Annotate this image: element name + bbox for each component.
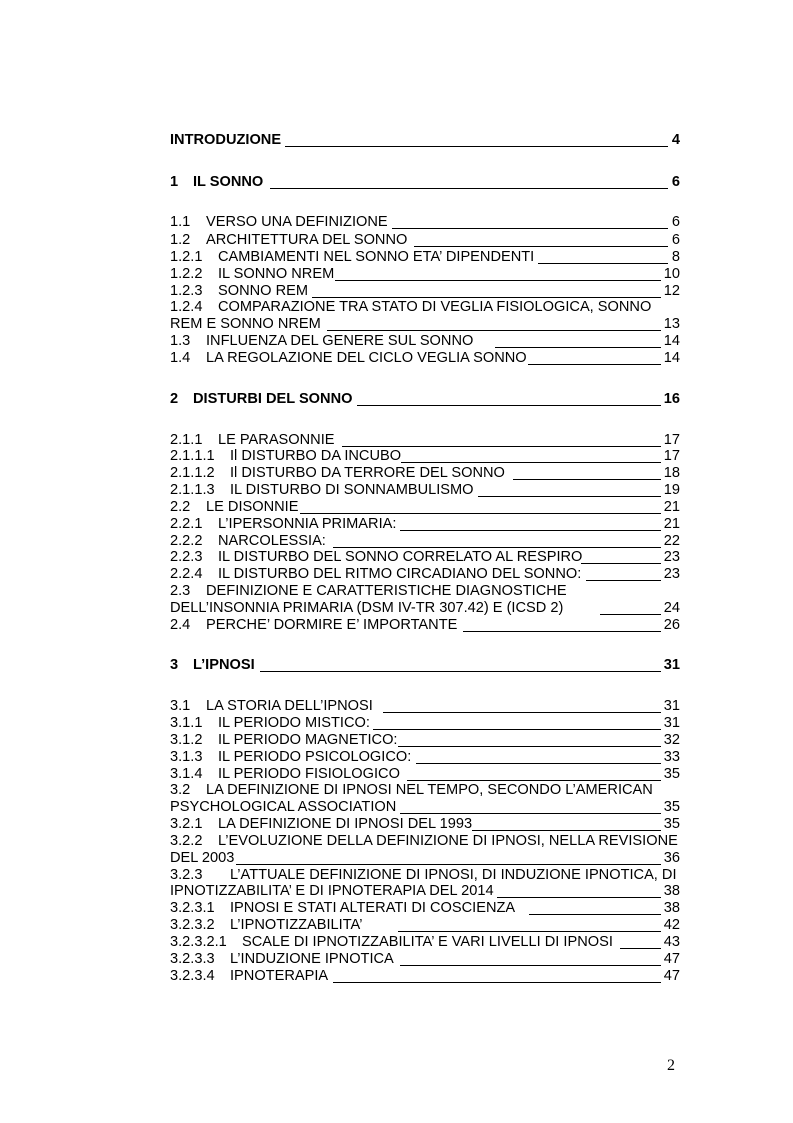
toc-entry bbox=[170, 432, 680, 449]
toc-page-number: 33 bbox=[663, 749, 680, 765]
toc-entry-number: 3.1.4 bbox=[170, 766, 203, 782]
toc-entry-title: IL SONNO NREM bbox=[218, 266, 335, 282]
toc-entry-number: 1.2.2 bbox=[170, 266, 203, 282]
toc-entry-number: 3.1 bbox=[170, 698, 191, 714]
toc-entry-title: L’IPNOTIZZABILITA’ bbox=[230, 917, 363, 933]
toc-leader-line bbox=[581, 549, 661, 564]
toc-entry-title: L’EVOLUZIONE DELLA DEFINIZIONE DI IPNOSI, NELLA REVISIONE bbox=[218, 833, 678, 849]
toc-leader-line bbox=[586, 566, 661, 581]
toc-leader-line bbox=[620, 934, 661, 949]
toc-entry-number: 3.2.2 bbox=[170, 833, 203, 849]
toc-entry bbox=[170, 283, 680, 300]
toc-leader-line bbox=[398, 732, 661, 747]
toc-entry bbox=[170, 850, 680, 867]
toc-entry-title: LA DEFINIZIONE DI IPNOSI NEL TEMPO, SECONDO L’AMERICAN bbox=[206, 782, 653, 798]
toc-entry-title: DEFINIZIONE E CARATTERISTICHE DIAGNOSTICHE bbox=[206, 583, 567, 599]
toc-entry-number: 3.2.3.4 bbox=[170, 968, 215, 984]
toc-entry bbox=[170, 900, 680, 917]
toc-entry bbox=[170, 617, 680, 634]
toc-entry-title: IPNOTERAPIA bbox=[230, 968, 329, 984]
toc-entry-number: 1.2.3 bbox=[170, 283, 203, 299]
page-number: 2 bbox=[667, 1057, 675, 1074]
toc-page-number: 21 bbox=[663, 516, 680, 532]
toc-entry-title: IPNOTIZZABILITA’ E DI IPNOTERAPIA DEL 2014 bbox=[170, 883, 494, 899]
toc-entry bbox=[170, 867, 680, 884]
toc-entry bbox=[170, 316, 680, 333]
toc-leader-line bbox=[529, 900, 661, 915]
toc-entry bbox=[170, 499, 680, 516]
toc-entry-title: DELL’INSONNIA PRIMARIA (DSM IV-TR 307.42) E (ICSD 2) bbox=[170, 600, 564, 616]
toc-leader-line bbox=[463, 617, 661, 632]
toc-entry-title: LE PARASONNIE bbox=[218, 432, 335, 448]
toc-entry bbox=[170, 799, 680, 816]
toc-entry bbox=[170, 715, 680, 732]
toc-entry-title: L’IPERSONNIA PRIMARIA: bbox=[218, 516, 397, 532]
toc-entry-title: IL DISTURBO DEL RITMO CIRCADIANO DEL SONNO: bbox=[218, 566, 582, 582]
toc-entry-number: 3.2.3 bbox=[170, 867, 203, 883]
toc-leader-line bbox=[270, 174, 668, 189]
toc-page-number: 12 bbox=[663, 283, 680, 299]
toc-entry-number: 2.2.3 bbox=[170, 549, 203, 565]
toc-leader-line bbox=[400, 799, 661, 814]
toc-entry bbox=[170, 600, 680, 617]
toc-entry bbox=[170, 732, 680, 749]
toc-page-number: 16 bbox=[663, 391, 680, 407]
toc-chapter-entry bbox=[170, 132, 680, 149]
toc-page-number: 14 bbox=[663, 350, 680, 366]
toc-entry-title: L’INDUZIONE IPNOTICA bbox=[230, 951, 394, 967]
toc-leader-line bbox=[312, 283, 661, 298]
toc-entry-title: PERCHE’ DORMIRE E’ IMPORTANTE bbox=[206, 617, 458, 633]
toc-page-number: 47 bbox=[663, 968, 680, 984]
toc-entry-number: 3.1.1 bbox=[170, 715, 203, 731]
toc-entry-title: Il DISTURBO DA INCUBO bbox=[230, 448, 402, 464]
toc-entry bbox=[170, 749, 680, 766]
toc-page-number: 23 bbox=[663, 549, 680, 565]
toc-entry bbox=[170, 883, 680, 900]
toc-entry bbox=[170, 816, 680, 833]
toc-entry-number: 1 bbox=[170, 174, 179, 190]
toc-entry-number: 1.3 bbox=[170, 333, 191, 349]
toc-page-number: 31 bbox=[663, 657, 680, 673]
toc-page-number: 26 bbox=[663, 617, 680, 633]
toc-entry-title: LE DISONNIE bbox=[206, 499, 299, 515]
toc-entry-number: 1.4 bbox=[170, 350, 191, 366]
toc-entry-number: 2.2.2 bbox=[170, 533, 203, 549]
toc-entry-title: IPNOSI E STATI ALTERATI DI COSCIENZA bbox=[230, 900, 516, 916]
toc-entry-title: DEL 2003 bbox=[170, 850, 235, 866]
toc-entry-title: SCALE DI IPNOTIZZABILITA’ E VARI LIVELLI DI IPNOSI bbox=[242, 934, 613, 950]
toc-chapter-entry bbox=[170, 391, 680, 408]
toc-entry-number: 2.2.1 bbox=[170, 516, 203, 532]
toc-entry bbox=[170, 968, 680, 985]
toc-entry-title: NARCOLESSIA: bbox=[218, 533, 326, 549]
toc-entry-title: IL DISTURBO DEL SONNO CORRELATO AL RESPIRO bbox=[218, 549, 583, 565]
toc-leader-line bbox=[528, 350, 661, 365]
toc-leader-line bbox=[373, 715, 661, 730]
toc-leader-line bbox=[495, 333, 661, 348]
toc-entry-number: 3.2.3.1 bbox=[170, 900, 215, 916]
toc-page-number: 17 bbox=[663, 448, 680, 464]
toc-entry-title: Il DISTURBO DA TERRORE DEL SONNO bbox=[230, 465, 505, 481]
toc-page-number: 14 bbox=[663, 333, 680, 349]
toc-page-number: 38 bbox=[663, 900, 680, 916]
toc-entry-number: 3 bbox=[170, 657, 179, 673]
toc-entry-title: DISTURBI DEL SONNO bbox=[193, 391, 353, 407]
toc-page-number: 35 bbox=[663, 799, 680, 815]
toc-entry-number: 3.2.3.2.1 bbox=[170, 934, 227, 950]
toc-entry bbox=[170, 516, 680, 533]
toc-entry bbox=[170, 549, 680, 566]
toc-leader-line bbox=[392, 214, 668, 229]
toc-leader-line bbox=[414, 232, 668, 247]
toc-entry-title: L’IPNOSI bbox=[193, 657, 255, 673]
toc-leader-line bbox=[333, 968, 661, 983]
toc-leader-line bbox=[407, 766, 661, 781]
toc-page-number: 42 bbox=[663, 917, 680, 933]
toc-leader-line bbox=[513, 465, 661, 480]
toc-page-number: 31 bbox=[663, 698, 680, 714]
toc-leader-line bbox=[335, 266, 661, 281]
toc-page-number: 32 bbox=[663, 732, 680, 748]
toc-page-number: 21 bbox=[663, 499, 680, 515]
toc-entry-number: 3.1.2 bbox=[170, 732, 203, 748]
toc-entry-number: 3.2.3.3 bbox=[170, 951, 215, 967]
toc-entry bbox=[170, 249, 680, 266]
toc-entry-number: 2.2 bbox=[170, 499, 191, 515]
toc-entry-number: 2.4 bbox=[170, 617, 191, 633]
toc-entry bbox=[170, 698, 680, 715]
toc-entry bbox=[170, 333, 680, 350]
toc-entry bbox=[170, 566, 680, 583]
toc-page-number: 47 bbox=[663, 951, 680, 967]
toc-entry-title: CAMBIAMENTI NEL SONNO ETA’ DIPENDENTI bbox=[218, 249, 535, 265]
toc-page-number: 23 bbox=[663, 566, 680, 582]
toc-page-number: 6 bbox=[671, 214, 680, 230]
toc-leader-line bbox=[383, 698, 661, 713]
toc-entry bbox=[170, 232, 680, 249]
toc-chapter-entry bbox=[170, 657, 680, 674]
toc-leader-line bbox=[285, 132, 668, 147]
toc-entry bbox=[170, 482, 680, 499]
toc-entry-title: IL PERIODO MISTICO: bbox=[218, 715, 370, 731]
toc-leader-line bbox=[472, 816, 661, 831]
toc-entry-number: 1.2.1 bbox=[170, 249, 203, 265]
toc-leader-line bbox=[416, 749, 661, 764]
toc-entry bbox=[170, 448, 680, 465]
toc-page-number: 6 bbox=[671, 232, 680, 248]
toc-leader-line bbox=[333, 533, 661, 548]
toc-leader-line bbox=[398, 917, 661, 932]
toc-entry bbox=[170, 934, 680, 951]
toc-entry-number: 3.2.1 bbox=[170, 816, 203, 832]
toc-page-number: 22 bbox=[663, 533, 680, 549]
toc-entry-title: ARCHITETTURA DEL SONNO bbox=[206, 232, 408, 248]
toc-entry-title: IL PERIODO PSICOLOGICO: bbox=[218, 749, 412, 765]
toc-entry bbox=[170, 299, 680, 316]
toc-page-number: 6 bbox=[671, 174, 680, 190]
toc-leader-line bbox=[401, 448, 661, 463]
toc-entry bbox=[170, 782, 680, 799]
toc-page-number: 17 bbox=[663, 432, 680, 448]
toc-entry-number: 2.1.1.2 bbox=[170, 465, 215, 481]
toc-page-number: 4 bbox=[671, 132, 680, 148]
toc-entry-number: 3.1.3 bbox=[170, 749, 203, 765]
toc-page-number: 38 bbox=[663, 883, 680, 899]
toc-entry-number: 1.2.4 bbox=[170, 299, 203, 315]
toc-entry-title: SONNO REM bbox=[218, 283, 308, 299]
toc-entry-number: 3.2 bbox=[170, 782, 191, 798]
toc-entry-title: INFLUENZA DEL GENERE SUL SONNO bbox=[206, 333, 474, 349]
toc-leader-line bbox=[538, 249, 668, 264]
toc-entry-title: IL SONNO bbox=[193, 174, 264, 190]
toc-entry bbox=[170, 583, 680, 600]
toc-entry bbox=[170, 766, 680, 783]
toc-page-number: 18 bbox=[663, 465, 680, 481]
toc-leader-line bbox=[300, 499, 661, 514]
toc-page-number: 19 bbox=[663, 482, 680, 498]
toc-entry-number: 1.1 bbox=[170, 214, 191, 230]
toc-entry-number: 2.1.1.3 bbox=[170, 482, 215, 498]
toc-entry-number: 2.2.4 bbox=[170, 566, 203, 582]
toc-entry-title: REM E SONNO NREM bbox=[170, 316, 321, 332]
toc-chapter-entry bbox=[170, 174, 680, 191]
toc-page-number: 8 bbox=[671, 249, 680, 265]
toc-entry-title: INTRODUZIONE bbox=[170, 132, 282, 148]
toc-entry-number: 3.2.3.2 bbox=[170, 917, 215, 933]
toc-entry bbox=[170, 350, 680, 367]
toc-leader-line bbox=[342, 432, 661, 447]
toc-page-number: 31 bbox=[663, 715, 680, 731]
toc-entry-number: 1.2 bbox=[170, 232, 191, 248]
toc-entry-title: VERSO UNA DEFINIZIONE bbox=[206, 214, 388, 230]
toc-entry-number: 2.1.1 bbox=[170, 432, 203, 448]
toc-entry bbox=[170, 266, 680, 283]
toc-entry-title: L’ATTUALE DEFINIZIONE DI IPNOSI, DI INDUZIONE IPNOTICA, DI bbox=[230, 867, 677, 883]
toc-page-number: 35 bbox=[663, 766, 680, 782]
toc-entry bbox=[170, 833, 680, 850]
toc-leader-line bbox=[357, 391, 661, 406]
toc-leader-line bbox=[236, 850, 661, 865]
toc-page-number: 13 bbox=[663, 316, 680, 332]
toc-entry-title: LA STORIA DELL’IPNOSI bbox=[206, 698, 373, 714]
toc-leader-line bbox=[260, 657, 661, 672]
toc-leader-line bbox=[400, 516, 661, 531]
toc-entry-title: IL DISTURBO DI SONNAMBULISMO bbox=[230, 482, 474, 498]
toc-entry-number: 2.3 bbox=[170, 583, 191, 599]
toc-leader-line bbox=[327, 316, 661, 331]
toc-leader-line bbox=[497, 883, 661, 898]
toc-page-number: 43 bbox=[663, 934, 680, 950]
toc-entry-title: PSYCHOLOGICAL ASSOCIATION bbox=[170, 799, 397, 815]
toc-page-number: 35 bbox=[663, 816, 680, 832]
toc-entry bbox=[170, 533, 680, 550]
toc-entry bbox=[170, 465, 680, 482]
toc-entry bbox=[170, 214, 680, 231]
toc-entry bbox=[170, 917, 680, 934]
toc-leader-line bbox=[400, 951, 661, 966]
toc-entry-title: IL PERIODO MAGNETICO: bbox=[218, 732, 398, 748]
toc-entry-number: 2.1.1.1 bbox=[170, 448, 215, 464]
toc-entry-title: LA REGOLAZIONE DEL CICLO VEGLIA SONNO bbox=[206, 350, 527, 366]
toc-leader-line bbox=[478, 482, 661, 497]
toc-page-number: 10 bbox=[663, 266, 680, 282]
toc-page-number: 36 bbox=[663, 850, 680, 866]
toc-entry-number: 2 bbox=[170, 391, 179, 407]
toc-entry-title: LA DEFINIZIONE DI IPNOSI DEL 1993 bbox=[218, 816, 473, 832]
toc-entry-title: COMPARAZIONE TRA STATO DI VEGLIA FISIOLOGICA, SONNO bbox=[218, 299, 652, 315]
toc-entry-title: IL PERIODO FISIOLOGICO bbox=[218, 766, 400, 782]
toc-leader-line bbox=[600, 600, 661, 615]
toc-entry bbox=[170, 951, 680, 968]
toc-page-number: 24 bbox=[663, 600, 680, 616]
